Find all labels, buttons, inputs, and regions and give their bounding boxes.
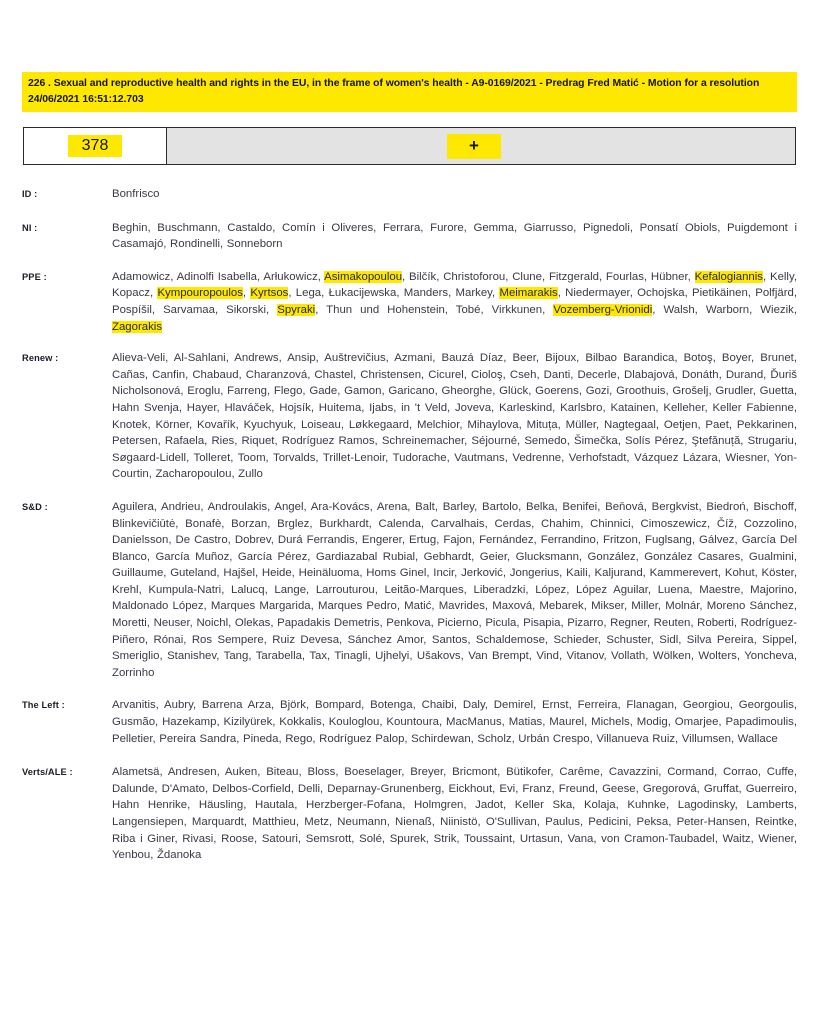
page-title: 226 . Sexual and reproductive health and rights in the EU, in the frame of women's health - A9-0169/2021 - Predrag Fred Matić - Motion for a resolution 24/06/2021 16:51:12.703 xyxy=(28,78,760,105)
group-members-ni: Beghin, Buschmann, Castaldo, Comín i Oliveres, Ferrara, Furore, Gemma, Giarrusso, Pignedoli, Ponsatí Obiols, Puigdemont i Casamajó, Rondinelli, Sonneborn xyxy=(112,221,797,251)
group-row-renew xyxy=(22,350,797,483)
group-members-ppe: Adamowicz, Adinolfi Isabella, Arłukowicz, Asimakopoulou, Bilčík, Christoforou, Clune, Fitzgerald, Fourlas, Hübner, Kefalogiannis, Kelly, Kopacz, Kympouropoulos, Kyrtsos, Lega, Łukacijewska, Manders, Markey, Meimarakis, Niedermayer, Ochojska, Pietikäinen, Polfjärd, Pospíšil, Sarvamaa, Sikorski, Spyraki, Thun und Hohenstein, Tobé, Virkkunen, Vozemberg-Vrionidi, Walsh, Warborn, Wiezik, Zagorakis xyxy=(112,270,798,333)
group-row-sd xyxy=(22,499,797,682)
group-row-ni xyxy=(22,220,797,253)
vote-count: 378 xyxy=(68,135,123,157)
group-members-id: Bonfrisco xyxy=(112,188,160,200)
vote-result-bar xyxy=(23,127,796,165)
group-label-the-left: The Left : xyxy=(22,700,65,711)
group-row-id xyxy=(22,186,797,203)
group-label-sd: S&D : xyxy=(22,501,48,512)
group-members-verts-ale: Alametsä, Andresen, Auken, Biteau, Bloss, Boeselager, Breyer, Bricmont, Bütikofer, Carême, Cavazzini, Cormand, Corrao, Cuffe, Dalunde, D'Amato, Delbos-Corfield, Delli, Deparnay-Grunenberg, Eickhout, Evi, Franz, Freund, Geese, Gregorová, Gruffat, Guerreiro, Hahn Henrike, Häusling, Hautala, Herzberger-Fofana, Holmgren, Jadot, Keller Ska, Kolaja, Kuhnke, Lagodinsky, Lamberts, Langensiepen, Marquardt, Matthieu, Metz, Neumann, Nienaß, Niinistö, O'Sullivan, Paulus, Pedicini, Peksa, Peter-Hansen, Reintke, Riba i Giner, Rivasi, Roose, Satouri, Semsrott, Solé, Spurek, Strik, Toussaint, Urtasun, Vana, von Cramon-Taubadel, Waitz, Wiener, Yenbou, Ždanoka xyxy=(112,766,797,862)
vote-title-banner xyxy=(22,72,797,112)
vote-symbol-cell xyxy=(167,128,795,164)
political-group-list xyxy=(22,186,797,881)
group-label-renew: Renew : xyxy=(22,353,59,364)
group-row-the-left xyxy=(22,697,797,747)
group-members-sd: Aguilera, Andrieu, Androulakis, Angel, Ara-Kovács, Arena, Balt, Barley, Bartolo, Belka, Benifei, Beňová, Bergkvist, Biedroń, Bischoff, Blinkevičiūtė, Bonafè, Borzan, Brglez, Burkhardt, Calenda, Carvalhais, Cerdas, Chahim, Chinnici, Cimoszewicz, Číž, Cozzolino, Danielsson, De Castro, Dobrev, Durá Ferrandis, Engerer, Ertug, Fajon, Fernández, Ferrandino, Fritzon, Fuglsang, Gálvez, García Del Blanco, García Muñoz, García Pérez, Gardiazabal Rubial, Gebhardt, Geier, Glucksmann, González, González Casares, Gualmini, Guillaume, Guteland, Hajšel, Heide, Heinäluoma, Homs Ginel, Incir, Jerković, Jongerius, Kaili, Kaljurand, Kammerevert, Kohut, Köster, Krehl, Kumpula-Natri, Lalucq, Lange, Larrouturou, Leitão-Marques, Liberadzki, López, López Aguilar, Luena, Maestre, Majorino, Maldonado López, Marques Margarida, Marques Pedro, Matić, Mavrides, Maxová, Mebarek, Mikser, Miller, Molnár, Moreno Sánchez, Moretti, Neuser, Noichl, Olekas, Papadakis Demetris, Penkova, Picierno, Picula, Pisapia, Pizarro, Regner, Reuten, Roberti, Rodríguez-Piñero, Rónai, Ros Sempere, Ruiz Devesa, Sánchez Amor, Santos, Schaldemose, Schieder, Schuster, Sidl, Silva Pereira, Sippel, Smeriglio, Stanishev, Tang, Tarabella, Tax, Tinagli, Ujhelyi, Ušakovs, Van Brempt, Vind, Vitanov, Vollath, Wölken, Wolters, Yoncheva, Zorrinho xyxy=(112,500,797,679)
group-members-the-left: Arvanitis, Aubry, Barrena Arza, Björk, Bompard, Botenga, Chaibi, Daly, Demirel, Ernst, Ferreira, Flanagan, Georgiou, Georgoulis, Gusmão, Hazekamp, Kizilyürek, Kokkalis, Kouloglou, Kountoura, MacManus, Matias, Maurel, Michels, Modig, Omarjee, Papadimoulis, Pelletier, Pereira Sandra, Pineda, Rego, Rodríguez Palop, Schirdewan, Scholz, Urbán Crespo, Villanueva Ruiz, Villumsen, Wallace xyxy=(112,699,797,745)
vote-count-cell xyxy=(24,128,167,164)
group-label-ppe: PPE : xyxy=(22,271,47,282)
vote-symbol-plus: + xyxy=(447,134,501,159)
group-members-renew: Alieva-Veli, Al-Sahlani, Andrews, Ansip, Auštrevičius, Azmani, Bauzá Díaz, Beer, Bijoux, Bilbao Barandica, Botoş, Boyer, Brunet, Cañas, Canfin, Chabaud, Charanzová, Chastel, Christensen, Cicurel, Cioloş, Cseh, Danti, Decerle, Dlabajová, Donáth, Durand, Ďuriš Nicholsonová, Eroglu, Farreng, Flego, Gade, Gamon, Garicano, Gheorghe, Glück, Goerens, Gozi, Groothuis, Grošelj, Grudler, Guetta, Hahn Svenja, Hayer, Hlaváček, Hojsík, Huitema, Ijabs, in 't Veld, Joveva, Karleskind, Karlsbro, Katainen, Kelleher, Keller Fabienne, Knotek, Körner, Kovařík, Kyuchyuk, Loiseau, Løkkegaard, Melchior, Mihaylova, Mituța, Müller, Nagtegaal, Oetjen, Paet, Pekkarinen, Petersen, Rafaela, Ries, Riquet, Rodríguez Ramos, Schreinemacher, Séjourné, Semedo, Šimečka, Solís Pérez, Ştefănuță, Strugariu, Søgaard-Lidell, Tolleret, Toom, Torvalds, Trillet-Lenoir, Tudorache, Vautmans, Vedrenne, Verhofstadt, Vázquez Lázara, Wiesner, Yon-Courtin, Zacharopoulou, Zullo xyxy=(112,352,797,481)
group-label-id: ID : xyxy=(22,189,38,199)
group-row-ppe xyxy=(22,269,797,335)
group-label-ni: NI : xyxy=(22,222,38,233)
group-label-verts-ale: Verts/ALE : xyxy=(22,767,73,778)
group-row-verts-ale xyxy=(22,764,797,864)
